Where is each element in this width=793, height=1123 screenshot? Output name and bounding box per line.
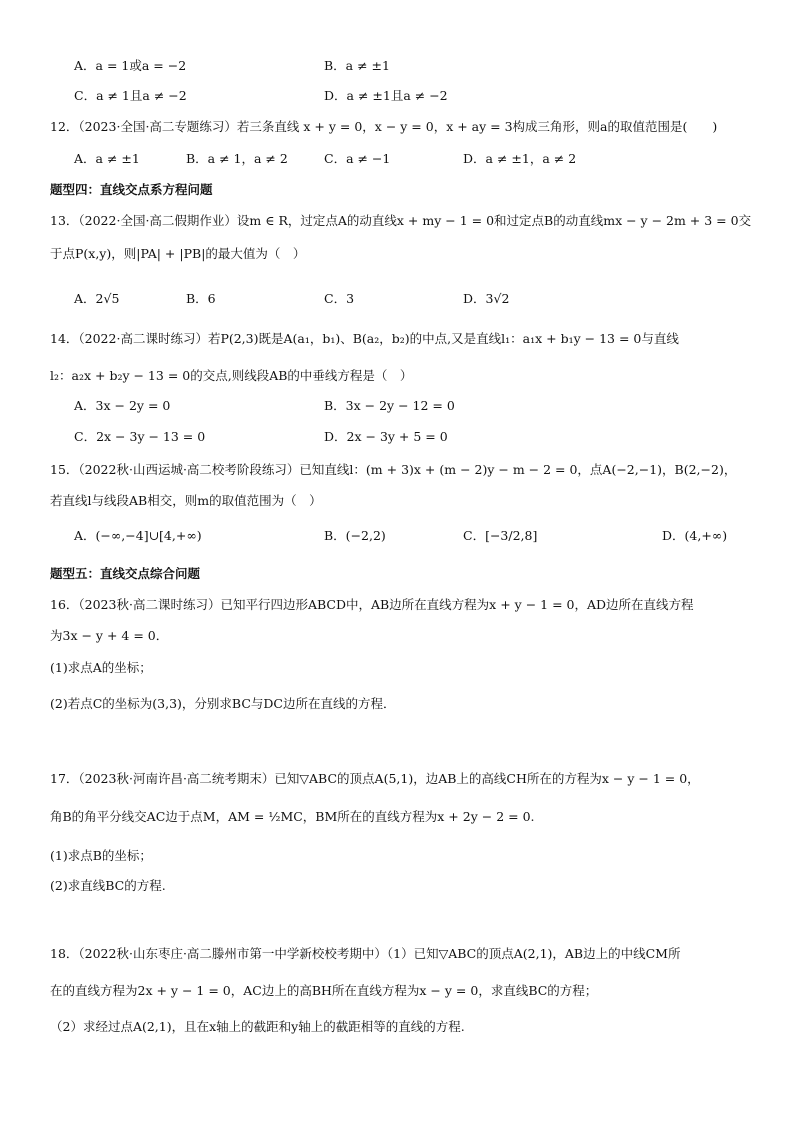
q15-option-d: D．(4,+∞) — [662, 528, 728, 543]
section-heading-type4: 题型四：直线交点系方程问题 — [50, 182, 213, 197]
q12-stem: 12．（2023·全国·高二专题练习）若三条直线 x + y = 0，x − y = 0，x + ay = 3构成三角形，则a的取值范围是( ) — [50, 119, 718, 134]
q17-part1: (1)求点B的坐标； — [50, 848, 152, 863]
q14-option-a: A．3x − 2y = 0 — [74, 398, 171, 413]
q13-stem-line1: 13．（2022·全国·高二假期作业）设m ∈ R，过定点A的动直线x + my − 1 = 0和过定点B的动直线mx − y − 2m + 3 = 0交 — [50, 213, 752, 228]
q18-part2: （2）求经过点A(2,1)，且在x轴上的截距和y轴上的截距相等的直线的方程. — [50, 1019, 465, 1034]
q16-stem-line1: 16．（2023秋·高二课时练习）已知平行四边形ABCD中，AB边所在直线方程为x + y − 1 = 0，AD边所在直线方程 — [50, 597, 694, 612]
q14-option-d: D．2x − 3y + 5 = 0 — [324, 429, 448, 444]
q14-option-b: B．3x − 2y − 12 = 0 — [324, 398, 455, 413]
q13-stem-line2: 于点P(x,y)，则|PA| + |PB|的最大值为（ ） — [50, 246, 306, 261]
q13-option-b: B．6 — [186, 291, 216, 306]
q14-option-c: C．2x − 3y − 13 = 0 — [74, 429, 206, 444]
q17-part2: (2)求直线BC的方程. — [50, 878, 166, 893]
q17-stem-line2: 角B的角平分线交AC边于点M，AM = ½MC，BM所在的直线方程为x + 2y − 2 = 0. — [50, 809, 535, 824]
q15-option-a: A．(−∞,−4]∪[4,+∞) — [74, 528, 202, 543]
q12-option-b: B．a ≠ 1，a ≠ 2 — [186, 151, 288, 166]
q13-option-d: D．3√2 — [463, 291, 510, 306]
q11-option-d: D．a ≠ ±1且a ≠ −2 — [324, 88, 448, 103]
q13-option-c: C．3 — [324, 291, 355, 306]
q16-stem-line2: 为3x − y + 4 = 0． — [50, 628, 169, 643]
q17-stem-line1: 17．（2023秋·河南许昌·高二统考期末）已知▽ABC的顶点A(5,1)，边AB上的高线CH所在的方程为x − y − 1 = 0， — [50, 771, 700, 786]
q18-stem-line1: 18．（2022秋·山东枣庄·高二滕州市第一中学新校校考期中）（1）已知▽ABC的顶点A(2,1)，AB边上的中线CM所 — [50, 946, 681, 961]
q14-stem-line1: 14．（2022·高二课时练习）若P(2,3)既是A(a₁，b₁)、B(a₂，b₂)的中点,又是直线l₁：a₁x + b₁y − 13 = 0与直线 — [50, 331, 679, 346]
section-heading-type5: 题型五：直线交点综合问题 — [50, 566, 201, 581]
q11-option-c: C．a ≠ 1且a ≠ −2 — [74, 88, 187, 103]
q18-stem-line2: 在的直线方程为2x + y − 1 = 0，AC边上的高BH所在直线方程为x − y = 0，求直线BC的方程； — [50, 983, 598, 998]
q15-stem-line2: 若直线l与线段AB相交，则m的取值范围为（ ） — [50, 493, 322, 508]
q14-stem-line2: l₂：a₂x + b₂y − 13 = 0的交点,则线段AB的中垂线方程是（ ） — [50, 368, 413, 383]
q12-option-a: A．a ≠ ±1 — [74, 151, 140, 166]
q15-option-c: C．[−3/2,8] — [463, 528, 538, 543]
q12-option-c: C．a ≠ −1 — [324, 151, 391, 166]
q15-option-b: B．(−2,2) — [324, 528, 386, 543]
q11-option-b: B．a ≠ ±1 — [324, 58, 390, 73]
q11-option-a: A．a = 1或a = −2 — [74, 58, 187, 73]
q16-part1: (1)求点A的坐标； — [50, 660, 152, 675]
q15-stem-line1: 15．（2022秋·山西运城·高二校考阶段练习）已知直线l：(m + 3)x + (m − 2)y − m − 2 = 0，点A(−2,−1)，B(2,−2)， — [50, 462, 737, 477]
q13-option-a: A．2√5 — [74, 291, 120, 306]
q12-option-d: D．a ≠ ±1，a ≠ 2 — [463, 151, 577, 166]
q16-part2: (2)若点C的坐标为(3,3)，分别求BC与DC边所在直线的方程． — [50, 696, 396, 711]
